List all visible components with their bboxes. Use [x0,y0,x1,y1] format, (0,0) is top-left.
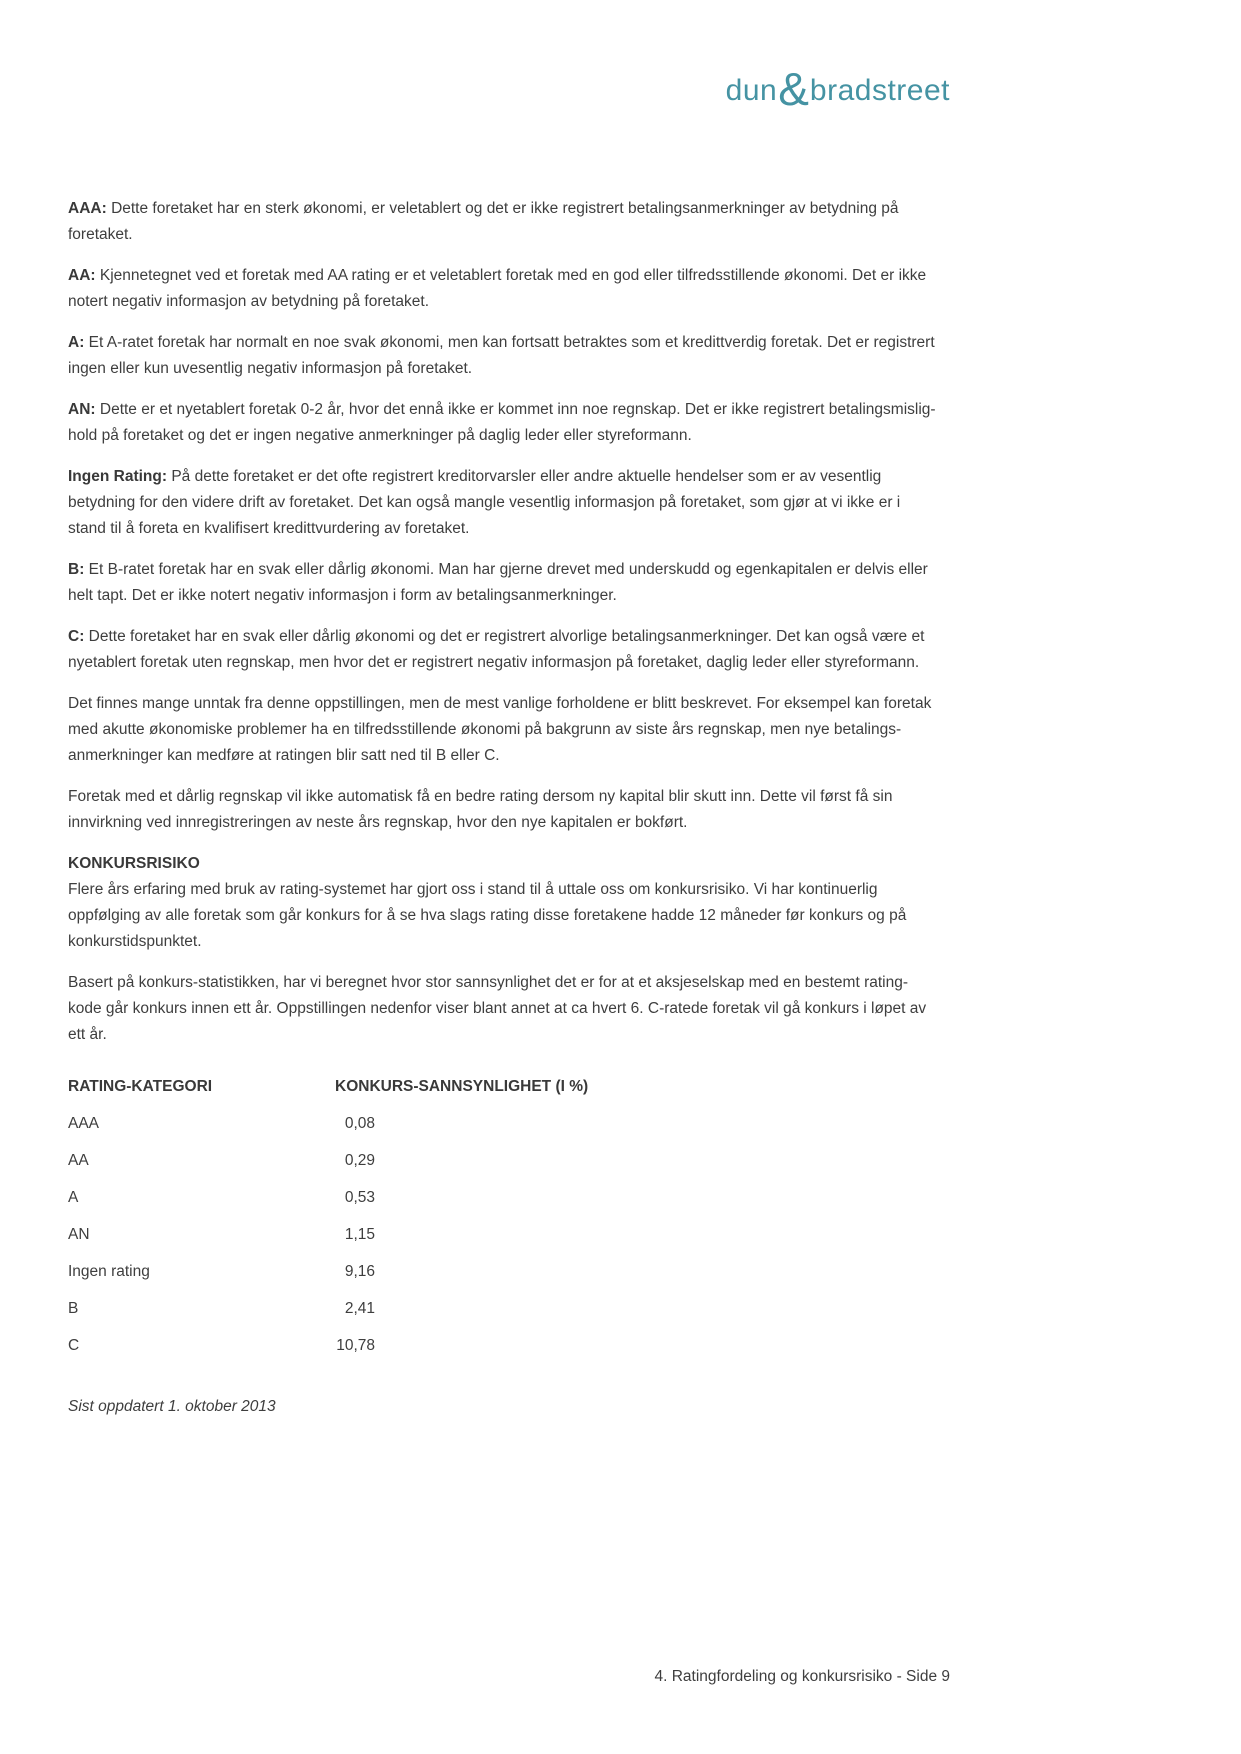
rating-probability-table [68,1068,940,1364]
probability-cell: 0,53 [344,1189,375,1206]
table-row-c [68,1327,940,1364]
rating-category-cell: AA [68,1152,89,1169]
rating-category-cell: AAA [68,1115,100,1132]
note-paragraph-new-capital: Foretak med et dårlig regnskap vil ikke automatisk få en bedre rating dersom ny kapital blir skutt inn. Dette vil først få sin innvirkning ved innregistreringen av neste års regnskap, hvor den nye kapitalen er bokført. [68,788,893,831]
page-footer [68,1664,950,1690]
footer-page-label: 4. Ratingfordeling og konkursrisiko - Side 9 [654,1668,950,1685]
note-paragraph-exceptions: Det finnes mange unntak fra denne oppstillingen, men de mest vanlige forholdene er blitt beskrevet. For eksempel kan foretak med akutte økonomiske problemer ha en tilfredsstillende økonomi på bakgrunn av siste års regnskap, men nye betalings- anmerkninger kan medføre at ratingen blir satt ned til B eller C. [68,695,932,764]
rating-label-c: C: [68,628,85,645]
column-header-rating-kategori: RATING-KATEGORI [68,1078,213,1095]
table-row-b [68,1290,940,1327]
rating-label-an: AN: [68,401,96,418]
last-updated-note: Sist oppdatert 1. oktober 2013 [68,1398,276,1415]
table-row-an [68,1216,940,1253]
rating-label-aaa: AAA: [68,200,107,217]
table-row-ingen-rating [68,1253,940,1290]
rating-text-aa: Kjennetegnet ved et foretak med AA rating er et veletablert foretak med en god eller tilfredsstillende økonomi. Det er ikke notert negativ informasjon av betydning på foretaket. [68,267,927,310]
konkursrisiko-paragraph-2: Basert på konkurs-statistikken, har vi beregnet hvor stor sannsynlighet det er for at et aksjeselskap med en bestemt rating-kode går konkurs innen ett år. Oppstillingen nedenfor viser blant annet at ca hvert 6. C-ratede foretak vil gå konkurs i løpet av ett år. [68,974,927,1043]
logo-word-dun: dun [725,74,778,107]
rating-text-an: Dette er et nyetablert foretak 0-2 år, hvor det ennå ikke er kommet inn noe regnskap. Det er ikke registrert betalingsmislig- hold på foretaket og det er ingen negative anmerkninger på daglig leder eller styreformann. [68,401,936,444]
rating-text-aaa: Dette foretaket har en sterk økonomi, er veletablert og det er ikke registrert betalingsanmerkninger av betydning på foretaket. [68,200,899,243]
rating-category-cell: B [68,1300,79,1317]
rating-paragraph-aa [68,263,940,315]
dun-bradstreet-logo [725,63,950,115]
logo-word-bradstreet: bradstreet [809,74,950,107]
rating-text-a: Et A-ratet foretak har normalt en noe svak økonomi, men kan fortsatt betraktes som et kredittverdig foretak. Det er registrert ingen eller kun uvesentlig negativ informasjon på foretaket. [68,334,935,377]
rating-category-cell: Ingen rating [68,1263,150,1280]
probability-cell: 0,08 [344,1115,375,1132]
rating-paragraph-b [68,557,940,609]
logo-ampersand-icon: & [778,63,809,115]
document-body [68,196,940,1420]
column-header-konkurs-sannsynlighet: KONKURS-SANNSYNLIGHET (I %) [335,1078,589,1095]
rating-paragraph-an [68,397,940,449]
header [68,62,950,116]
table-row-aaa [68,1105,940,1142]
table-row-a [68,1179,940,1216]
probability-cell: 2,41 [344,1300,375,1317]
rating-text-b: Et B-ratet foretak har en svak eller dårlig økonomi. Man har gjerne drevet med underskudd og egenkapitalen er delvis eller helt tapt. Det er ikke notert negativ informasjon i form av betalingsanmerkninger. [68,561,928,604]
rating-paragraph-aaa [68,196,940,248]
rating-paragraph-c [68,624,940,676]
rating-category-cell: C [68,1337,80,1354]
probability-cell: 0,29 [344,1152,375,1169]
rating-category-cell: AN [68,1226,90,1243]
probability-cell: 9,16 [344,1263,375,1280]
probability-cell: 1,15 [344,1226,375,1243]
rating-category-cell: A [68,1189,79,1206]
rating-text-c: Dette foretaket har en svak eller dårlig økonomi og det er registrert alvorlige betalingsanmerkninger. Det kan også være et nyetablert foretak uten regnskap, men hvor det er registrert negativ informasjon på foretaket, daglig leder eller styreformann. [68,628,925,671]
rating-label-a: A: [68,334,85,351]
rating-label-ingen-rating: Ingen Rating: [68,468,168,485]
konkursrisiko-paragraph-1: Flere års erfaring med bruk av rating-systemet har gjort oss i stand til å uttale oss om konkursrisiko. Vi har kontinuerlig oppfølging av alle foretak som går konkurs for å se hva slags rating disse foretakene hadde 12 måneder før konkurs og på konkurstidspunktet. [68,881,907,950]
rating-label-b: B: [68,561,85,578]
section-heading-konkursrisiko: KONKURSRISIKO [68,855,200,872]
rating-paragraph-ingen-rating [68,464,940,542]
rating-paragraph-a [68,330,940,382]
probability-cell: 10,78 [336,1337,375,1354]
table-header-row [68,1068,940,1105]
rating-text-ingen-rating: På dette foretaket er det ofte registrert kreditorvarsler eller andre aktuelle hendelser som er av vesentlig betydning for den videre drift av foretaket. Det kan også mangle vesentlig informasjon på foretaket, som gjør at vi ikke er i stand til å foreta en kvalifisert kredittvurdering av foretaket. [68,468,901,537]
rating-label-aa: AA: [68,267,96,284]
table-row-aa [68,1142,940,1179]
